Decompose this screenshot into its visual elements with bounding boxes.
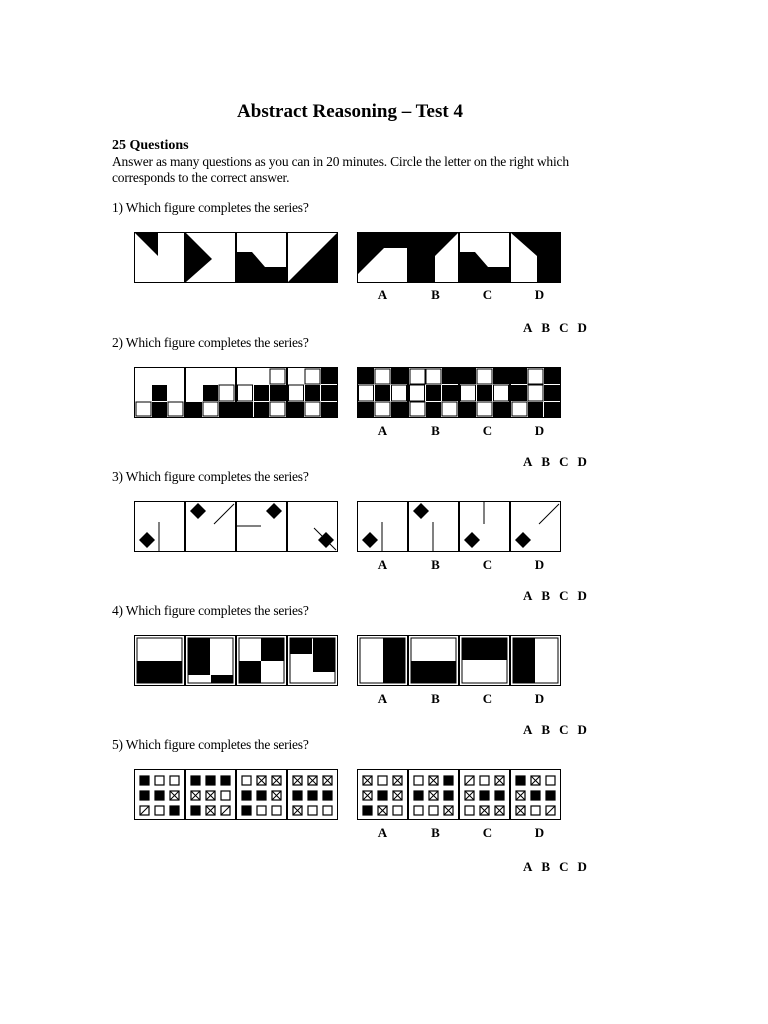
q4-option-a-label: A [377, 691, 388, 706]
question-4-prompt: 4) Which figure completes the series? [112, 603, 309, 618]
question-1-answer-choices [523, 320, 587, 336]
slashed-square [140, 806, 149, 815]
q3-answer-c[interactable]: C [559, 588, 569, 603]
crossed-square [323, 776, 332, 785]
empty-square [242, 776, 251, 785]
q3-option-c-label: C [482, 557, 493, 572]
empty-square [323, 806, 332, 815]
filled-square [191, 776, 200, 785]
question-4-series [134, 635, 338, 686]
q3-option-a-label: A [377, 557, 388, 572]
q3-option-c-figure[interactable] [460, 502, 509, 551]
q4-answer-c[interactable]: C [559, 722, 569, 737]
q1-option-a-label: A [377, 287, 388, 302]
question-5-options [357, 769, 561, 820]
q2-answer-a[interactable]: A [523, 454, 533, 469]
empty-square [378, 776, 387, 785]
crossed-square [308, 776, 317, 785]
filled-square [414, 791, 423, 800]
question-1-series [134, 232, 338, 283]
question-3-prompt: 3) Which figure completes the series? [112, 469, 309, 484]
crossed-square [191, 791, 200, 800]
q1-option-b-figure[interactable] [409, 233, 458, 282]
crossed-square [495, 806, 504, 815]
q2-option-c-label: C [482, 423, 493, 438]
filled-square [444, 776, 453, 785]
crossed-square [363, 791, 372, 800]
q5-option-d-figure[interactable] [511, 770, 560, 819]
q5-answer-b[interactable]: B [541, 859, 551, 874]
empty-square [221, 791, 230, 800]
filled-square [206, 776, 215, 785]
q2-series-figure-2 [186, 368, 235, 417]
q4-option-a-figure[interactable] [358, 636, 407, 685]
q4-answer-a[interactable]: A [523, 722, 533, 737]
crossed-square [516, 791, 525, 800]
question-3-options [357, 501, 561, 552]
filled-square [323, 791, 332, 800]
crossed-square [206, 791, 215, 800]
crossed-square [429, 791, 438, 800]
q3-option-d-label: D [534, 557, 545, 572]
q3-series-figure-4 [288, 502, 337, 551]
q5-series-figure-4 [288, 770, 337, 819]
crossed-square [516, 806, 525, 815]
q1-series-figure-1 [135, 233, 184, 282]
q5-option-d-label: D [534, 825, 545, 840]
filled-square [495, 791, 504, 800]
q1-series-figure-4 [288, 233, 337, 282]
q4-series-figure-1 [135, 636, 184, 685]
q1-option-b-label: B [431, 287, 440, 302]
q5-answer-d[interactable]: D [577, 859, 587, 874]
q2-answer-c[interactable]: C [559, 454, 569, 469]
crossed-square [429, 776, 438, 785]
q2-option-a-label: A [377, 423, 388, 438]
q1-option-d-label: D [534, 287, 545, 302]
q3-option-d-figure[interactable] [511, 502, 560, 551]
q3-option-b-label: B [431, 557, 440, 572]
filled-square [140, 791, 149, 800]
q1-series-figure-2 [186, 233, 235, 282]
filled-square [257, 791, 266, 800]
q4-option-d-figure[interactable] [511, 636, 560, 685]
crossed-square [378, 806, 387, 815]
crossed-square [293, 806, 302, 815]
q4-option-b-figure[interactable] [409, 636, 458, 685]
question-2-series [134, 367, 338, 418]
filled-square [221, 776, 230, 785]
q5-series-figure-2 [186, 770, 235, 819]
q4-series-figure-2 [186, 636, 235, 685]
q5-option-a-label: A [377, 825, 388, 840]
filled-square [546, 791, 555, 800]
question-4-answer-choices [523, 722, 587, 738]
crossed-square [363, 776, 372, 785]
question-5-series [134, 769, 338, 820]
question-count: 25 Questions [112, 138, 189, 153]
instructions: Answer as many questions as you can in 20 minutes. Circle the letter on the right which corresponds to the correct answer. [112, 154, 569, 185]
empty-square [414, 806, 423, 815]
q5-series-figure-3 [237, 770, 286, 819]
empty-square [465, 806, 474, 815]
q3-answer-d[interactable]: D [577, 588, 587, 603]
q3-option-b-figure[interactable] [409, 502, 458, 551]
empty-square [531, 806, 540, 815]
filled-square [242, 806, 251, 815]
q1-answer-b[interactable]: B [541, 320, 551, 335]
q5-option-c-label: C [482, 825, 493, 840]
crossed-square [495, 776, 504, 785]
empty-square [414, 776, 423, 785]
crossed-square [257, 776, 266, 785]
crossed-square [531, 776, 540, 785]
filled-square [191, 806, 200, 815]
q3-series-figure-1 [135, 502, 184, 551]
q3-answer-a[interactable]: A [523, 588, 533, 603]
question-5-prompt: 5) Which figure completes the series? [112, 737, 309, 752]
question-1-options [357, 232, 561, 283]
q4-series-figure-4 [288, 636, 337, 685]
crossed-square [272, 776, 281, 785]
q4-series-figure-3 [237, 636, 286, 685]
q3-series-figure-2 [186, 502, 235, 551]
question-3-answer-choices [523, 588, 587, 604]
q4-option-d-label: D [534, 691, 545, 706]
slashed-square [465, 776, 474, 785]
crossed-square [480, 806, 489, 815]
q5-series-figure-1 [135, 770, 184, 819]
empty-square [546, 776, 555, 785]
q1-option-c-label: C [482, 287, 493, 302]
q3-answer-b[interactable]: B [541, 588, 551, 603]
q4-option-b-label: B [431, 691, 440, 706]
question-3-series [134, 501, 338, 552]
question-2-options [357, 367, 561, 418]
q1-series-figure-3 [237, 233, 286, 282]
question-2-prompt: 2) Which figure completes the series? [112, 335, 309, 350]
q1-answer-a[interactable]: A [523, 320, 533, 335]
q3-option-a-figure[interactable] [358, 502, 407, 551]
q5-option-a-figure[interactable] [358, 770, 407, 819]
empty-square [257, 806, 266, 815]
slashed-square [221, 806, 230, 815]
page-title: Abstract Reasoning – Test 4 [237, 101, 463, 122]
empty-square [480, 776, 489, 785]
filled-square [293, 791, 302, 800]
crossed-square [393, 776, 402, 785]
crossed-square [206, 806, 215, 815]
empty-square [393, 806, 402, 815]
filled-square [378, 791, 387, 800]
empty-square [429, 806, 438, 815]
filled-square [363, 806, 372, 815]
filled-square [170, 806, 179, 815]
question-5-answer-choices [523, 859, 587, 875]
q2-option-b-figure[interactable] [409, 368, 458, 417]
q5-answer-a[interactable]: A [523, 859, 533, 874]
q1-option-c-figure[interactable] [460, 233, 509, 282]
q5-option-b-figure[interactable] [409, 770, 458, 819]
crossed-square [465, 791, 474, 800]
filled-square [480, 791, 489, 800]
empty-square [308, 806, 317, 815]
q3-series-figure-3 [237, 502, 286, 551]
q5-answer-c[interactable]: C [559, 859, 569, 874]
q4-answer-d[interactable]: D [577, 722, 587, 737]
q1-answer-c[interactable]: C [559, 320, 569, 335]
q2-series-figure-1 [135, 368, 184, 417]
q2-option-c-figure[interactable] [460, 368, 509, 417]
crossed-square [293, 776, 302, 785]
crossed-square [444, 806, 453, 815]
q2-series-figure-3 [237, 368, 286, 417]
filled-square [444, 791, 453, 800]
filled-square [531, 791, 540, 800]
crossed-square [272, 791, 281, 800]
empty-square [155, 776, 164, 785]
q1-option-d-figure[interactable] [511, 233, 560, 282]
filled-square [140, 776, 149, 785]
question-4-options [357, 635, 561, 686]
q4-answer-b[interactable]: B [541, 722, 551, 737]
slashed-square [546, 806, 555, 815]
filled-square [308, 791, 317, 800]
q2-option-d-figure[interactable] [511, 368, 560, 417]
crossed-square [393, 791, 402, 800]
q4-option-c-label: C [482, 691, 493, 706]
q2-answer-b[interactable]: B [541, 454, 551, 469]
q5-option-c-figure[interactable] [460, 770, 509, 819]
empty-square [272, 806, 281, 815]
q2-series-figure-4 [288, 368, 337, 417]
crossed-square [170, 791, 179, 800]
filled-square [242, 791, 251, 800]
empty-square [170, 776, 179, 785]
q4-option-c-figure[interactable] [460, 636, 509, 685]
q5-option-b-label: B [431, 825, 440, 840]
q2-answer-d[interactable]: D [577, 454, 587, 469]
question-2-answer-choices [523, 454, 587, 470]
q1-option-a-figure[interactable] [358, 233, 407, 282]
q1-answer-d[interactable]: D [577, 320, 587, 335]
question-1-prompt: 1) Which figure completes the series? [112, 200, 309, 215]
q2-option-b-label: B [431, 423, 440, 438]
filled-square [155, 791, 164, 800]
empty-square [155, 806, 164, 815]
q2-option-a-figure[interactable] [358, 368, 407, 417]
q2-option-d-label: D [534, 423, 545, 438]
filled-square [516, 776, 525, 785]
